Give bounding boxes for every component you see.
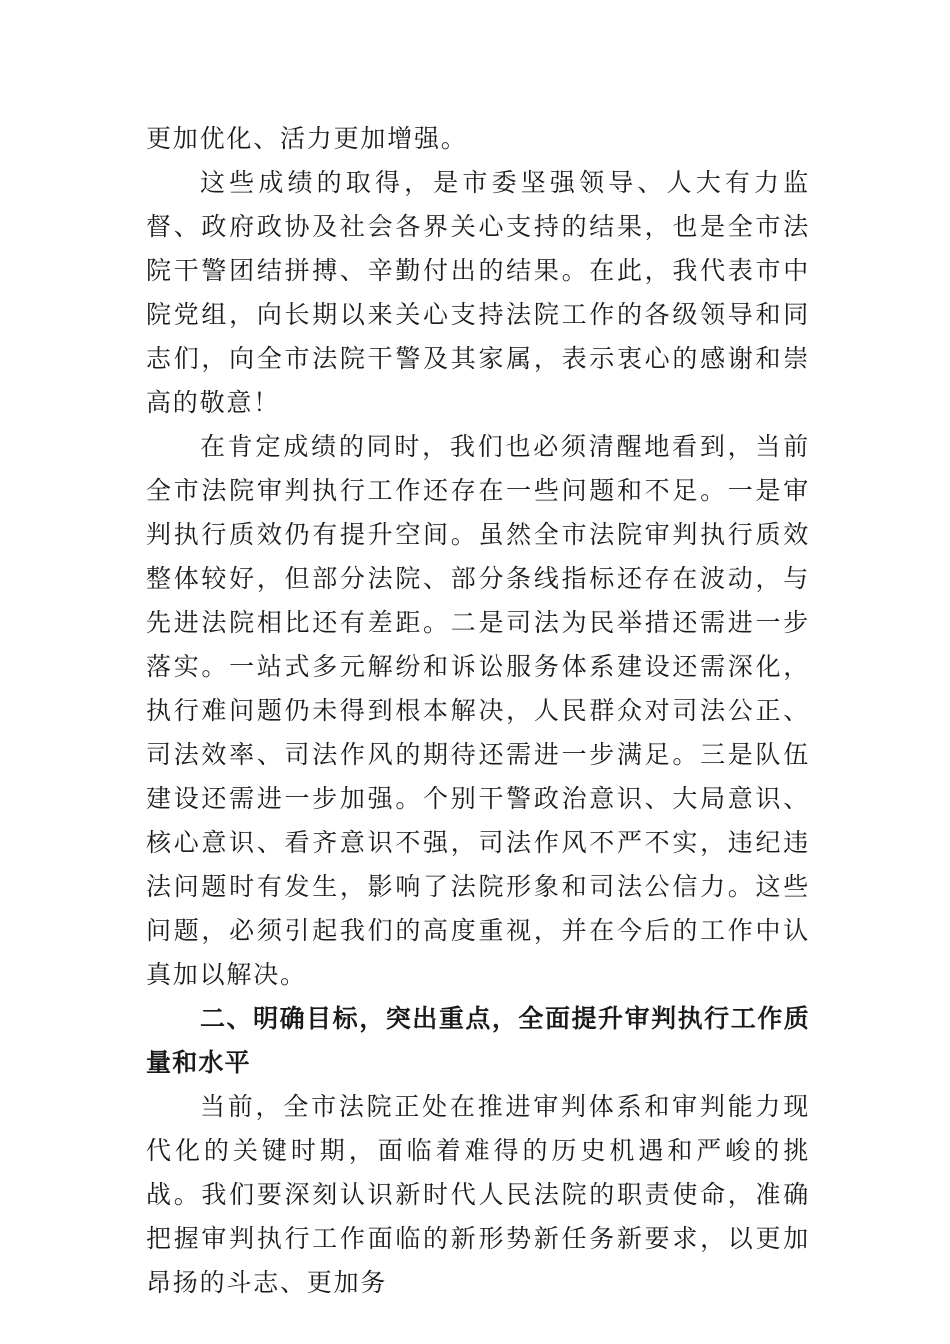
paragraph-problems: 在肯定成绩的同时，我们也必须清醒地看到，当前全市法院审判执行工作还存在一些问题和不足。一是审判执行质效仍有提升空间。虽然全市法院审判执行质效整体较好，但部分法院、部分条线指标还存在波动，与先进法院相比还有差距。二是司法为民举措还需进一步落实。一站式多元解纷和诉讼服务体系建设还需深化，执行难问题仍未得到根本解决，人民群众对司法公正、司法效率、司法作风的期待还需进一步满足。三是队伍建设还需进一步加强。个别干警政治意识、大局意识、核心意识、看齐意识不强，司法作风不严不实，违纪违法问题时有发生，影响了法院形象和司法公信力。这些问题，必须引起我们的高度重视，并在今后的工作中认真加以解决。 — [146, 432, 810, 989]
paragraph-current-period: 当前，全市法院正处在推进审判体系和审判能力现代化的关键时期，面临着难得的历史机遇和严峻的挑战。我们要深刻认识新时代人民法院的职责使命，准确把握审判执行工作面临的新形势新任务新要求，以更加昂扬的斗志、更加务 — [146, 1092, 810, 1297]
paragraph-continuation: 更加优化、活力更加增强。 — [146, 124, 468, 153]
document-body — [146, 117, 810, 1305]
section-heading: 二、明确目标，突出重点，全面提升审判执行工作质量和水平 — [146, 1004, 810, 1077]
paragraph-achievements-thanks: 这些成绩的取得，是市委坚强领导、人大有力监督、政府政协及社会各界关心支持的结果，也是全市法院干警团结拼搏、辛勤付出的结果。在此，我代表市中院党组，向长期以来关心支持法院工作的各级领导和同志们，向全市法院干警及其家属，表示衷心的感谢和崇高的敬意！ — [146, 168, 810, 417]
